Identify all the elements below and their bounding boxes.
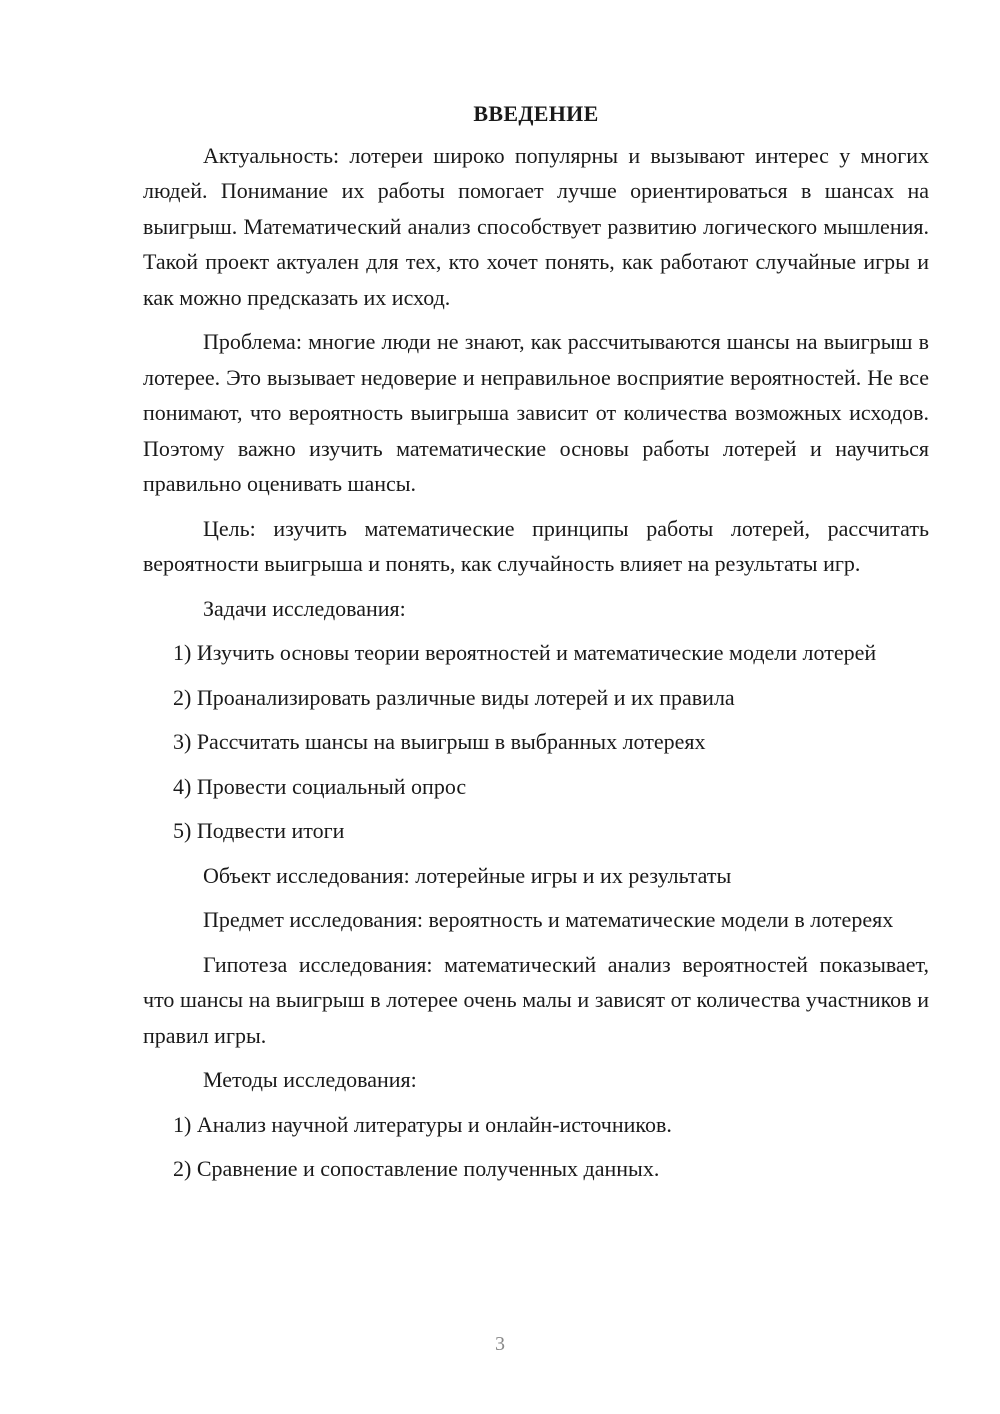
task-item: 3) Рассчитать шансы на выигрыш в выбранных лотереях	[173, 729, 706, 754]
problem-paragraph: Проблема: многие люди не знают, как рассчитываются шансы на выигрыш в лотерее. Это вызывает недоверие и неправильное восприятие вероятностей. Не все понимают, что вероятность выигрыша зависит от количества возможных исходов. Поэтому важно изучить математические основы работы лотерей и научиться правильно оценивать шансы.	[143, 329, 929, 496]
task-item: 5) Подвести итоги	[173, 818, 345, 843]
relevance-paragraph: Актуальность: лотереи широко популярны и вызывают интерес у многих людей. Понимание их работы помогает лучше ориентироваться в шансах на выигрыш. Математический анализ способствует развитию логического мышления. Такой проект актуален для тех, кто хочет понять, как работают случайные игры и как можно предсказать их исход.	[143, 142, 929, 310]
subject-paragraph: Предмет исследования: вероятность и математические модели в лотереях	[203, 907, 894, 932]
methods-heading: Методы исследования:	[203, 1067, 417, 1092]
method-item: 2) Сравнение и сопоставление полученных данных.	[173, 1156, 660, 1181]
page-number: 3	[495, 1333, 505, 1355]
section-title: ВВЕДЕНИЕ	[473, 101, 599, 126]
tasks-heading: Задачи исследования:	[203, 595, 406, 621]
task-item: 2) Проанализировать различные виды лотерей и их правила	[173, 684, 735, 710]
document-page	[143, 96, 929, 1196]
task-item: 1) Изучить основы теории вероятностей и математические модели лотерей	[173, 640, 877, 665]
method-item: 1) Анализ научной литературы и онлайн-источников.	[173, 1111, 672, 1137]
goal-paragraph: Цель: изучить математические принципы работы лотерей, рассчитать вероятности выигрыша и понять, как случайность влияет на результаты игр.	[143, 515, 929, 576]
object-paragraph: Объект исследования: лотерейные игры и их результаты	[203, 862, 732, 888]
task-item: 4) Провести социальный опрос	[173, 773, 467, 799]
hypothesis-paragraph: Гипотеза исследования: математический анализ вероятностей показывает, что шансы на выигрыш в лотерее очень малы и зависят от количества участников и правил игры.	[143, 951, 929, 1048]
